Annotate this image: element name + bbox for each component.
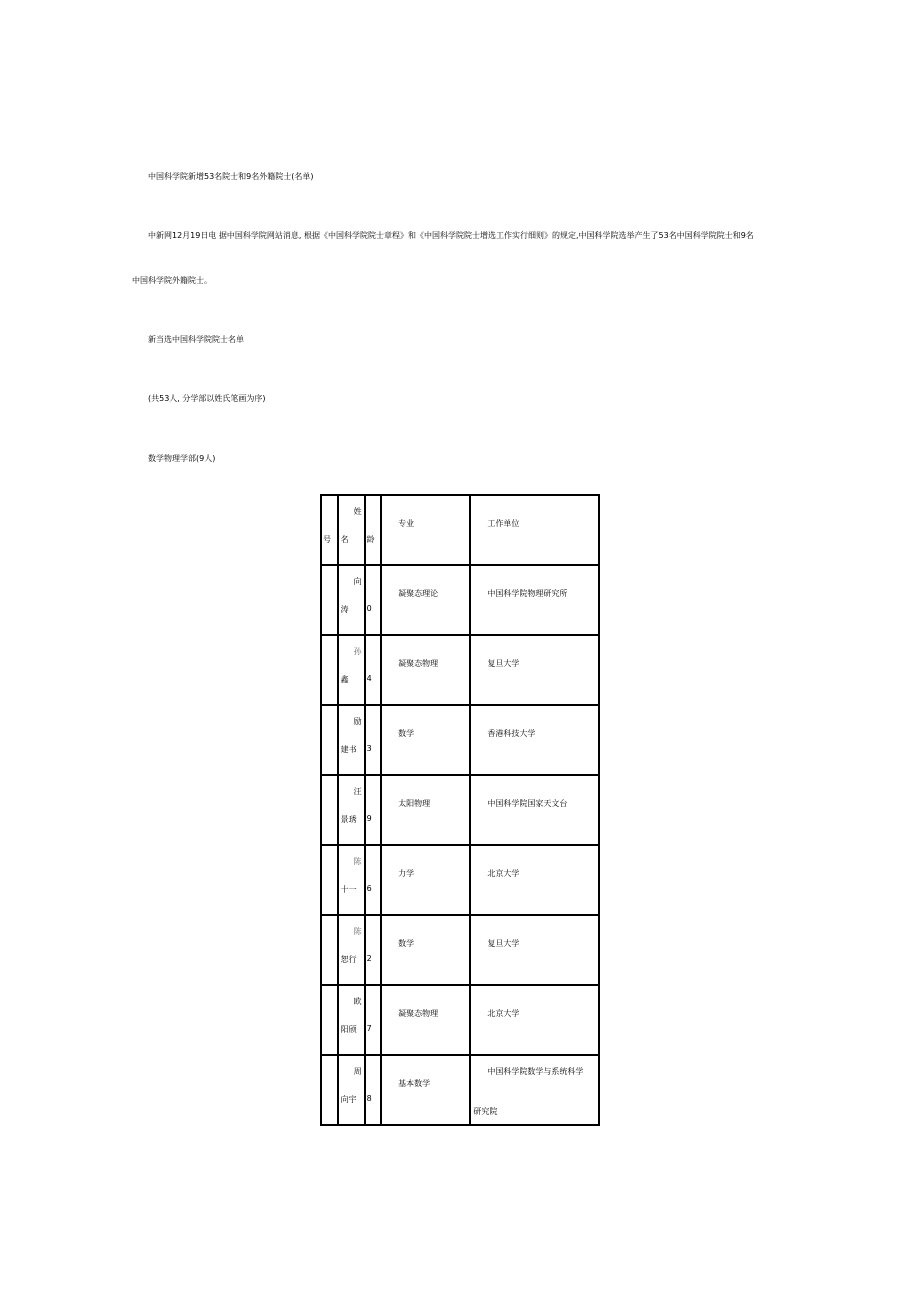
specialty: 数学 xyxy=(398,939,415,948)
specialty: 凝聚态物理 xyxy=(398,659,439,668)
table-row xyxy=(321,1055,599,1125)
name-top: 汪 xyxy=(353,787,362,796)
age-digit: 4 xyxy=(366,674,372,683)
unit: 中国科学院国家天文台 xyxy=(487,799,568,808)
age-digit: 9 xyxy=(366,814,372,823)
name-bottom: 涛 xyxy=(340,605,349,614)
list-note: (共53人, 分学部以姓氏笔画为序) xyxy=(148,394,266,403)
name-top: 向 xyxy=(353,577,362,586)
specialty: 凝聚态物理 xyxy=(398,1009,439,1018)
table-row xyxy=(321,635,599,705)
specialty: 基本数学 xyxy=(398,1079,431,1088)
unit: 北京大学 xyxy=(487,1009,520,1018)
name-top: 孙 xyxy=(353,647,362,656)
age-digit: 0 xyxy=(366,604,372,613)
unit: 中国科学院数学与系统科学 xyxy=(487,1067,584,1076)
specialty: 力学 xyxy=(398,869,415,878)
name-top: 陈 xyxy=(353,857,362,866)
intro-line-2: 中国科学院外籍院士。 xyxy=(132,276,212,285)
specialty: 凝聚态理论 xyxy=(398,589,439,598)
section-heading: 数学物理学部(9人) xyxy=(148,454,216,463)
table-row xyxy=(321,915,599,985)
specialty: 数学 xyxy=(398,729,415,738)
name-top: 周 xyxy=(353,1067,362,1076)
academician-table xyxy=(320,494,600,1126)
table-row xyxy=(321,845,599,915)
unit: 北京大学 xyxy=(487,869,520,878)
specialty: 太阳物理 xyxy=(398,799,431,808)
name-bottom: 十一 xyxy=(340,885,357,894)
table-row xyxy=(321,985,599,1055)
unit-continuation: 研究院 xyxy=(473,1107,498,1116)
table-row xyxy=(321,775,599,845)
age-digit: 7 xyxy=(366,1024,372,1033)
age-digit: 2 xyxy=(366,954,372,963)
table-header-row xyxy=(321,495,599,565)
intro-line-1: 中新网12月19日电 据中国科学院网站消息, 根据《中国科学院院士章程》和《中国科学院院士增选工作实行细则》的规定,中国科学院选举产生了53名中国科学院院士和9名 xyxy=(148,231,754,240)
table-row xyxy=(321,705,599,775)
doc-title: 中国科学院新增53名院士和9名外籍院士(名单) xyxy=(148,172,314,181)
unit: 香港科技大学 xyxy=(487,729,536,738)
name-bottom: 建书 xyxy=(340,745,357,754)
name-bottom: 向宇 xyxy=(340,1095,357,1104)
unit: 复旦大学 xyxy=(487,939,520,948)
age-digit: 6 xyxy=(366,884,372,893)
header-unit: 工作单位 xyxy=(487,519,520,528)
name-bottom: 景琇 xyxy=(340,815,357,824)
name-top: 陈 xyxy=(353,927,362,936)
name-bottom: 阳颀 xyxy=(340,1025,357,1034)
name-bottom: 鑫 xyxy=(340,675,349,684)
header-no: 号 xyxy=(323,535,331,544)
unit: 中国科学院物理研究所 xyxy=(487,589,568,598)
header-age: 龄 xyxy=(366,535,375,544)
name-bottom: 恕行 xyxy=(340,955,357,964)
name-top: 欧 xyxy=(353,997,362,1006)
header-name-top: 姓 xyxy=(353,507,362,516)
name-top: 励 xyxy=(353,717,362,726)
age-digit: 8 xyxy=(366,1094,372,1103)
table-row xyxy=(321,565,599,635)
header-name-bottom: 名 xyxy=(340,535,349,544)
list-title: 新当选中国科学院院士名单 xyxy=(148,335,244,344)
unit: 复旦大学 xyxy=(487,659,520,668)
header-specialty: 专业 xyxy=(398,519,415,528)
age-digit: 3 xyxy=(366,744,372,753)
